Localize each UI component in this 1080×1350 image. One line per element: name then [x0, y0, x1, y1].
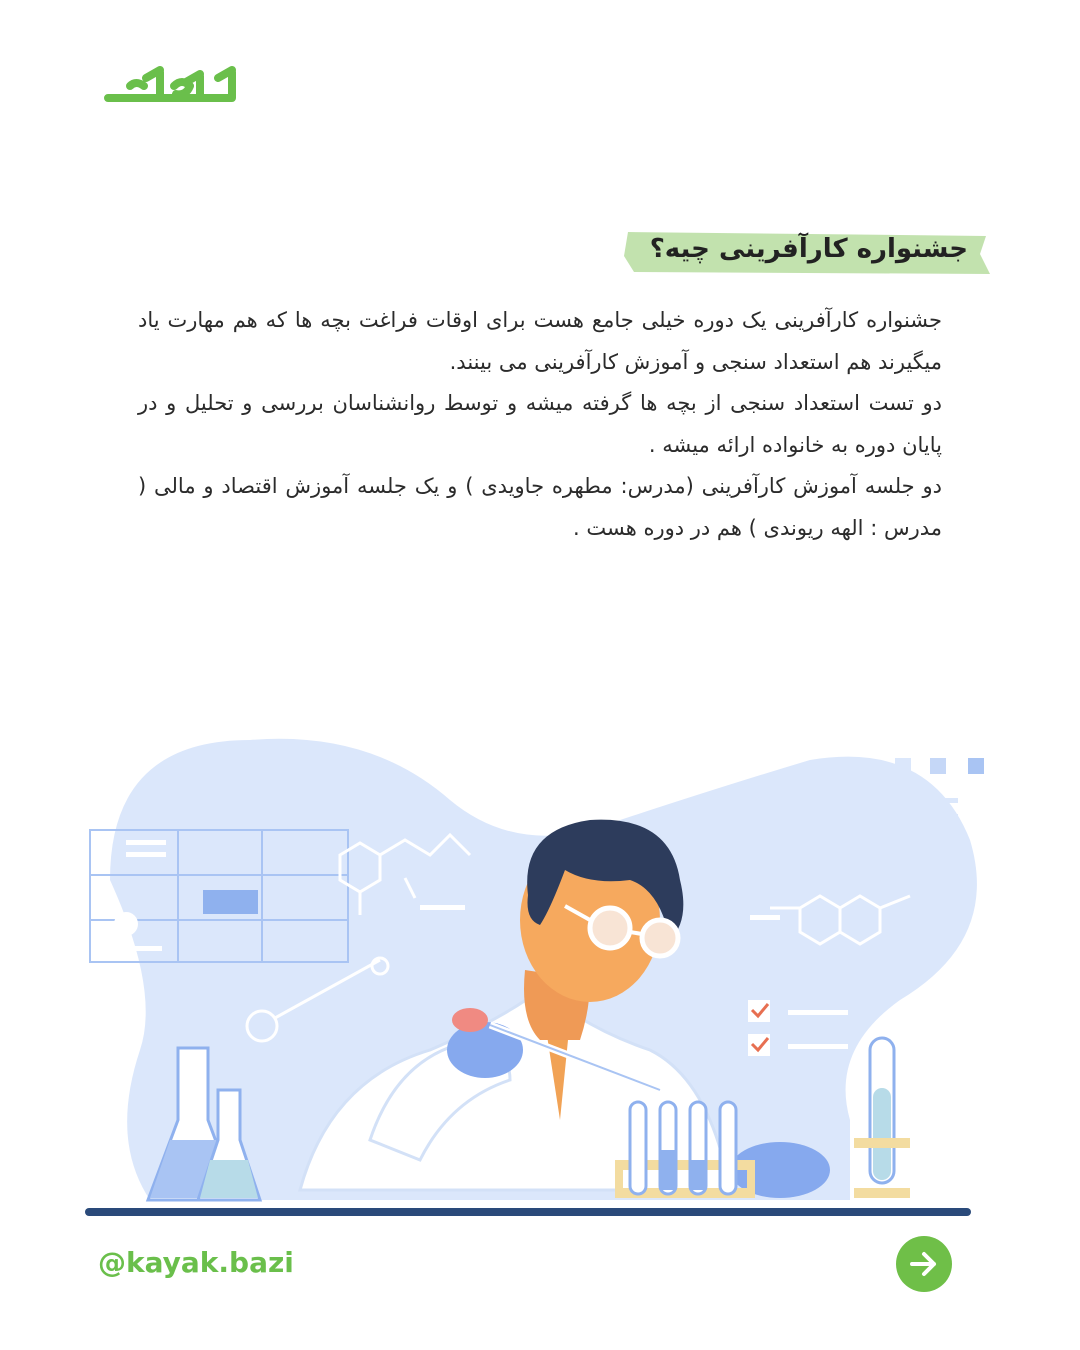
- instagram-handle[interactable]: @kayak.bazi: [98, 1246, 294, 1279]
- heading-highlight: [620, 226, 992, 280]
- scientist-illustration: [70, 720, 1010, 1220]
- next-button[interactable]: [896, 1236, 952, 1292]
- paragraph-intro: جشنواره کارآفرینی یک دوره خیلی جامع هست برای اوقات فراغت بچه ها که هم مهارت یاد میگیرند هم استعداد سنجی و آموزش کارآفرینی می بینند.: [138, 308, 942, 374]
- arrow-right-icon: [896, 1236, 952, 1292]
- paragraph-tests: دو تست استعداد سنجی از بچه ها گرفته میشه و توسط روانشناسان بررسی و تحلیل و در پایان دوره به خانواده ارائه میشه .: [138, 391, 942, 457]
- paragraph-sessions: دو جلسه آموزش کارآفرینی (مدرس: مطهره جاویدی ) و یک جلسه آموزش اقتصاد و مالی ( مدرس : الهه ریوندی ) هم در دوره هست .: [138, 474, 942, 540]
- kayak-logo: [100, 60, 240, 115]
- page-title: جشنواره کارآفرینی چیه؟: [649, 234, 968, 264]
- post-body: [138, 300, 942, 549]
